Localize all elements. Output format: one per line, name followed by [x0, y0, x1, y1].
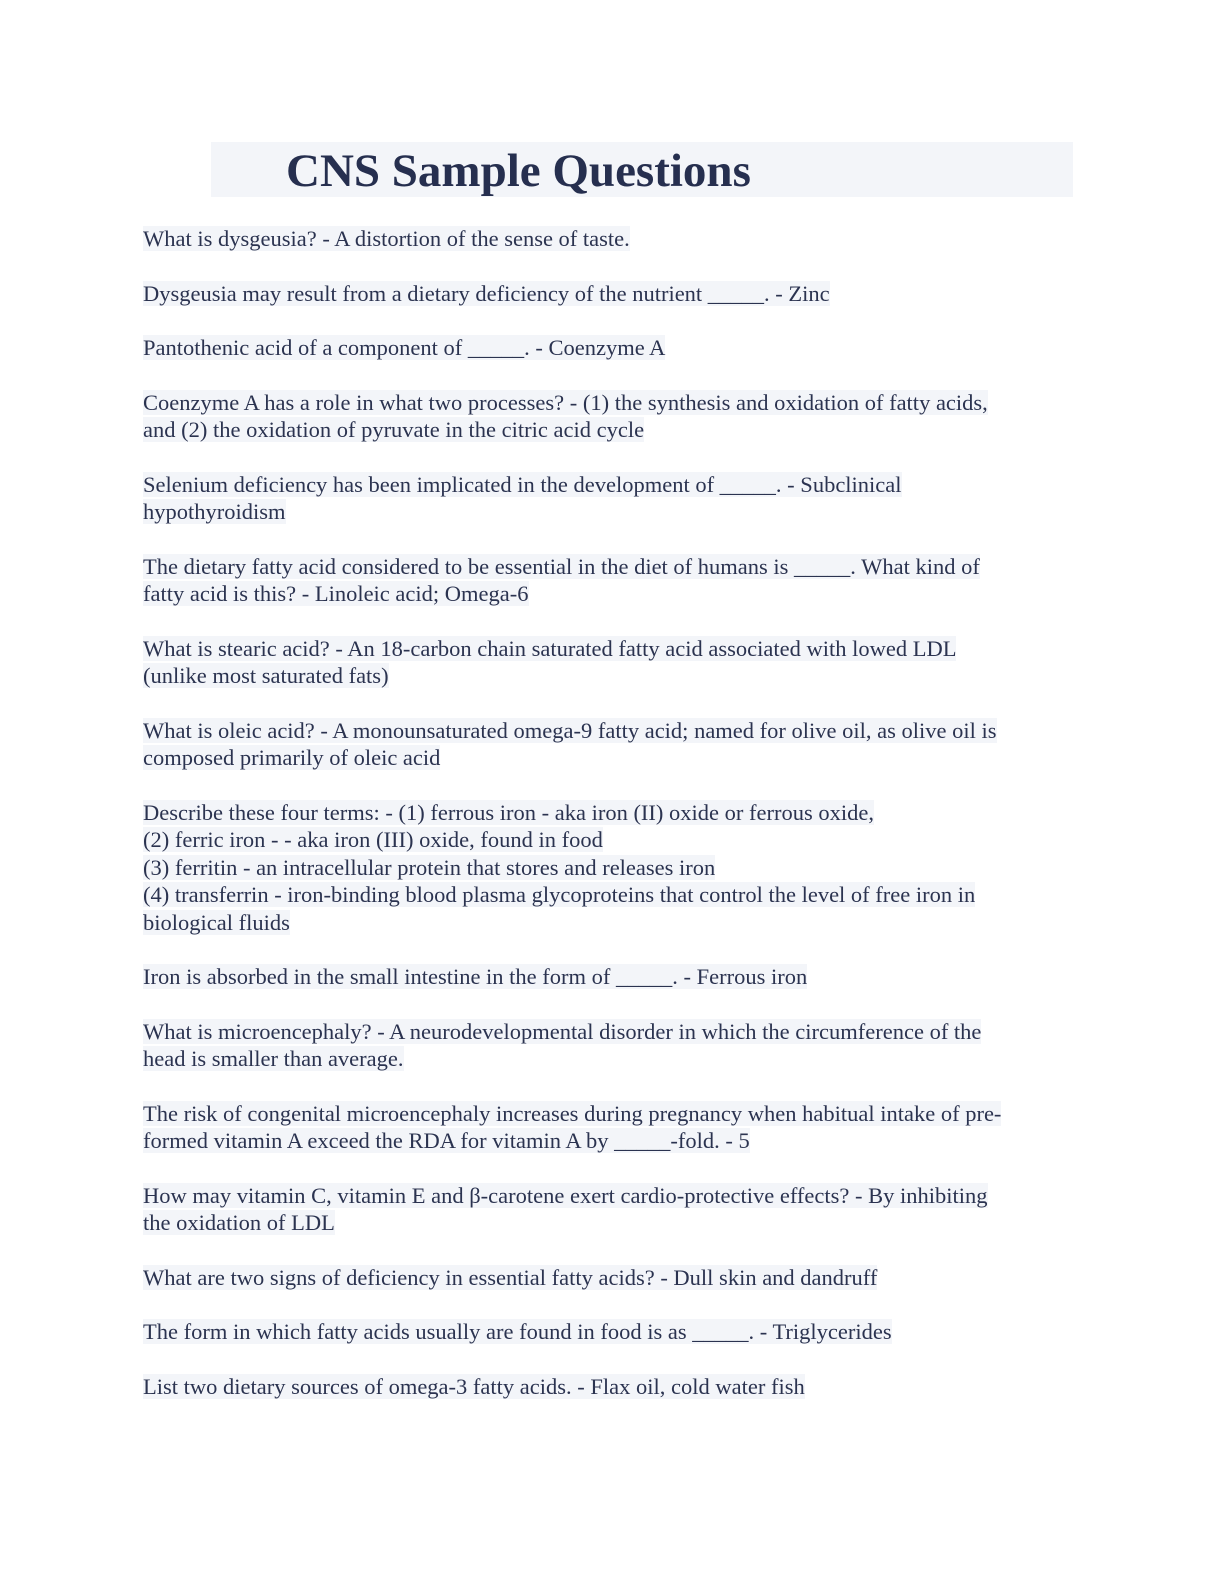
qa-line [143, 471, 1078, 499]
qa-item [143, 1318, 1078, 1346]
qa-text: fatty acid is this? - Linoleic acid; Omega-6 [143, 581, 529, 606]
qa-text: The dietary fatty acid considered to be essential in the diet of humans is _____. What kind of [143, 553, 980, 579]
qa-text: (3) ferritin - an intracellular protein that stores and releases iron [143, 854, 716, 880]
qa-item [143, 553, 1078, 608]
qa-text: biological fluids [143, 909, 290, 935]
qa-line [143, 498, 1078, 526]
qa-text: The form in which fatty acids usually are found in food is as _____. - Triglycerides [143, 1319, 892, 1344]
qa-item [143, 1373, 1078, 1401]
qa-text: composed primarily of oleic acid [143, 745, 441, 770]
qa-item [143, 334, 1078, 362]
qa-line [143, 635, 1078, 663]
qa-item [143, 225, 1078, 253]
qa-text: Pantothenic acid of a component of _____. - Coenzyme A [143, 335, 666, 360]
qa-item [143, 963, 1078, 991]
qa-text: The risk of congenital microencephaly increases during pregnancy when habitual intake of pre- [143, 1100, 1002, 1126]
qa-item [143, 799, 1078, 937]
qa-item [143, 717, 1078, 772]
qa-text: Selenium deficiency has been implicated in the development of _____. - Subclinical [143, 471, 902, 497]
qa-line [143, 854, 1078, 882]
qa-line [143, 881, 1078, 909]
qa-line [143, 1127, 1078, 1155]
qa-text: Coenzyme A has a role in what two processes? - (1) the synthesis and oxidation of fatty acids, [143, 389, 988, 415]
qa-text: head is smaller than average. [143, 1046, 404, 1071]
qa-line [143, 1100, 1078, 1128]
qa-item [143, 1100, 1078, 1155]
qa-line [143, 744, 1078, 772]
qa-item [143, 1018, 1078, 1073]
qa-line [143, 416, 1078, 444]
qa-line [143, 662, 1078, 690]
qa-line [143, 909, 1078, 937]
qa-item [143, 389, 1078, 444]
qa-line [143, 553, 1078, 581]
qa-line [143, 280, 1078, 308]
qa-text: (unlike most saturated fats) [143, 663, 389, 688]
qa-text: What is stearic acid? - An 18-carbon chain saturated fatty acid associated with lowed LDL [143, 635, 957, 661]
qa-line [143, 225, 1078, 253]
title-band [211, 142, 1073, 197]
qa-line [143, 1209, 1078, 1237]
qa-text: hypothyroidism [143, 499, 286, 524]
qa-text: How may vitamin C, vitamin E and β-carotene exert cardio-protective effects? - By inhibiting [143, 1182, 988, 1208]
qa-line [143, 1018, 1078, 1046]
qa-line [143, 1318, 1078, 1346]
qa-line [143, 826, 1078, 854]
qa-item [143, 1182, 1078, 1237]
qa-line [143, 963, 1078, 991]
page-title: CNS Sample Questions [286, 145, 751, 197]
qa-text: Dysgeusia may result from a dietary deficiency of the nutrient _____. - Zinc [143, 280, 830, 306]
qa-line [143, 799, 1078, 827]
qa-line [143, 580, 1078, 608]
qa-text: (4) transferrin - iron-binding blood plasma glycoproteins that control the level of free iron in [143, 882, 976, 907]
qa-text: What is oleic acid? - A monounsaturated omega-9 fatty acid; named for olive oil, as olive oil is [143, 717, 997, 743]
qa-line [143, 389, 1078, 417]
qa-item [143, 635, 1078, 690]
qa-text: What is microencephaly? - A neurodevelopmental disorder in which the circumference of the [143, 1018, 982, 1044]
qa-text: What is dysgeusia? - A distortion of the sense of taste. [143, 226, 630, 251]
qa-line [143, 1045, 1078, 1073]
qa-text: Iron is absorbed in the small intestine in the form of _____. - Ferrous iron [143, 964, 808, 989]
qa-text: the oxidation of LDL [143, 1210, 335, 1235]
qa-text: formed vitamin A exceed the RDA for vitamin A by _____-fold. - 5 [143, 1128, 750, 1153]
qa-item [143, 1264, 1078, 1292]
qa-line [143, 717, 1078, 745]
qa-item [143, 280, 1078, 308]
qa-line [143, 334, 1078, 362]
qa-text: (2) ferric iron - - aka iron (III) oxide, found in food [143, 827, 603, 852]
qa-list [143, 225, 1078, 1427]
qa-text: and (2) the oxidation of pyruvate in the citric acid cycle [143, 417, 645, 442]
qa-line [143, 1182, 1078, 1210]
qa-text: List two dietary sources of omega-3 fatty acids. - Flax oil, cold water fish [143, 1373, 805, 1399]
qa-text: Describe these four terms: - (1) ferrous iron - aka iron (II) oxide or ferrous oxide, [143, 799, 874, 825]
qa-text: What are two signs of deficiency in essential fatty acids? - Dull skin and dandruff [143, 1264, 878, 1290]
qa-line [143, 1264, 1078, 1292]
qa-item [143, 471, 1078, 526]
qa-line [143, 1373, 1078, 1401]
